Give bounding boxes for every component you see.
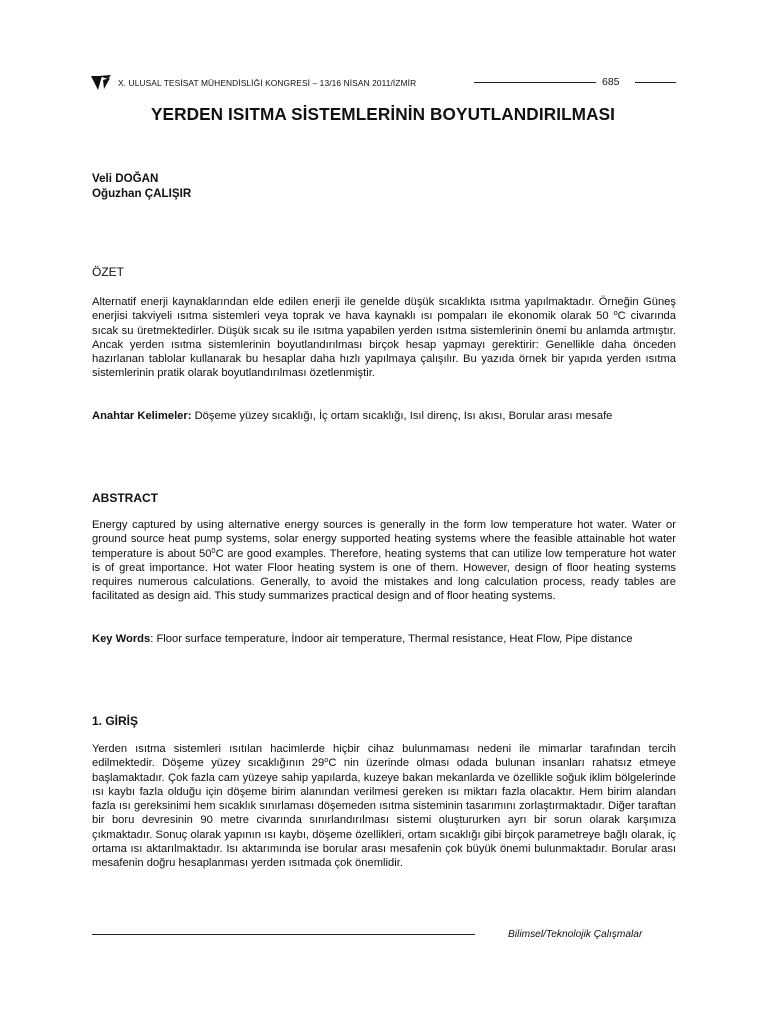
author-name: Oğuzhan ÇALIŞIR <box>92 187 192 200</box>
degree-superscript: o <box>613 308 618 318</box>
abstract-paragraph <box>92 518 676 604</box>
giris-paragraph <box>92 742 676 871</box>
page-number: 685 <box>602 76 620 88</box>
ozet-text-part-2: C civarında sıcak su üretmektedirler. Düşük sıcak su ile ısıtma yapabilen yerden ısıtma sistemlerinin önemi bu anlamda artmıştır. Ancak yerden ısıtma sistemlerinin boyutlandırılması birçok hesap yapmayı gerektirir: Genellikle daha önceden hazırlanan tablolar kullanarak bu hesaplar daha hızlı yapılmaya çalışılır. Bu yazıda örnek bir yapıda yerden ısıtma sistemlerinin pratik olarak boyutlandırılması özetlenmiştir. <box>92 310 676 380</box>
giris-heading: 1. GİRİŞ <box>92 714 139 728</box>
giris-text-part-1: Yerden ısıtma sistemleri ısıtılan hacimlerde hiçbir cihaz bulunmaması nedeni ile mimarlar tarafından tercih edilmektedir. Döşeme yüzey sıcaklığının 29 <box>92 743 676 770</box>
abstract-heading: ABSTRACT <box>92 491 158 505</box>
footer-label: Bilimsel/Teknolojik Çalışmalar <box>508 929 643 940</box>
page-header <box>90 74 676 92</box>
keywords-label: Anahtar Kelimeler: <box>92 410 192 422</box>
abstract-text-part-2: C are good examples. Therefore, heating systems that can utilize low temperature hot water is of great importance. Hot water Floor heating system is one of them. However, design of floor heating systems requires numerous calculations. Generally, to avoid the mistakes and long calculation process, ready tables are facilitated as design aid. This study summarizes practical design and of floor heating systems. <box>92 547 676 603</box>
ozet-text-part-1: Alternatif enerji kaynaklarından elde edilen enerji ile genelde düşük sıcaklıkta ısıtma yapılmaktadır. Örneğin Güneş enerjisi takviyeli ısıtma sistemleri veya toprak ve hava kaynaklı ısı pompaları ile ekonomik olarak 50 <box>92 296 676 323</box>
author-name: Veli DOĞAN <box>92 172 159 185</box>
author-list <box>92 171 191 201</box>
keywords-text: Döşeme yüzey sıcaklığı, İç ortam sıcaklığı, Isıl direnç, Isı akısı, Borular arası mesafe <box>191 410 613 422</box>
ozet-heading: ÖZET <box>92 265 124 279</box>
conference-name: X. ULUSAL TESİSAT MÜHENDİSLİĞİ KONGRESİ – 13/16 NİSAN 2011/İZMİR <box>118 78 417 88</box>
congress-logo-icon <box>90 74 114 92</box>
footer-rule <box>92 934 475 935</box>
degree-superscript: 0 <box>211 545 216 555</box>
ozet-keywords <box>92 409 676 423</box>
abstract-keywords <box>92 632 676 646</box>
header-rule-left <box>474 82 596 83</box>
abstract-text-part-1: Energy captured by using alternative energy sources is generally in the form low temperature hot water. Water or ground source heat pump systems, solar energy supported heating systems where the feasible attainable hot water temperature is about 50 <box>92 519 676 560</box>
giris-text-part-2: C nin üzerinde olması odada bulunan insanları rahatsız etmeye başlamaktadır. Çok fazla cam yüzeye sahip yapılarda, kuzeye bakan mekanlarda ve özellikle soğuk iklim bölgelerinde ısı kaybı fazla olduğu için döşeme birim alanından verilmesi gereken ısı miktarı fazla olacaktır. Hem birim alandan fazla ısı gereksinimi hem sıcaklık sınırlaması döşemeden ısıtma sisteminin tasarımını zorlaştırmaktadır. Diğer taraftan bir boru devresinin 90 metre civarında sınırlandırılması sistemi oluştururken ayrı bir sorun olarak karşımıza çıkmaktadır. Sonuç olarak yapının ısı kaybı, döşeme özellikleri, ortam sıcaklığı gibi birçok parametreye bağlı olarak, iç ortama ısı aktarılmaktadır. Isı aktarımında ise borular arası mesafenin çok büyük önemi bulunmaktadır. Borular arası mesafenin doğru hesaplanması yerden ısıtmada çok önemlidir. <box>92 757 676 870</box>
keywords-text: : Floor surface temperature, İndoor air temperature, Thermal resistance, Heat Flow, Pipe distance <box>150 633 633 645</box>
keywords-label: Key Words <box>92 633 151 645</box>
degree-superscript: o <box>324 755 329 765</box>
ozet-paragraph <box>92 295 676 381</box>
paper-title: YERDEN ISITMA SİSTEMLERİNİN BOYUTLANDIRILMASI <box>150 104 616 124</box>
header-rule-right <box>635 82 676 83</box>
